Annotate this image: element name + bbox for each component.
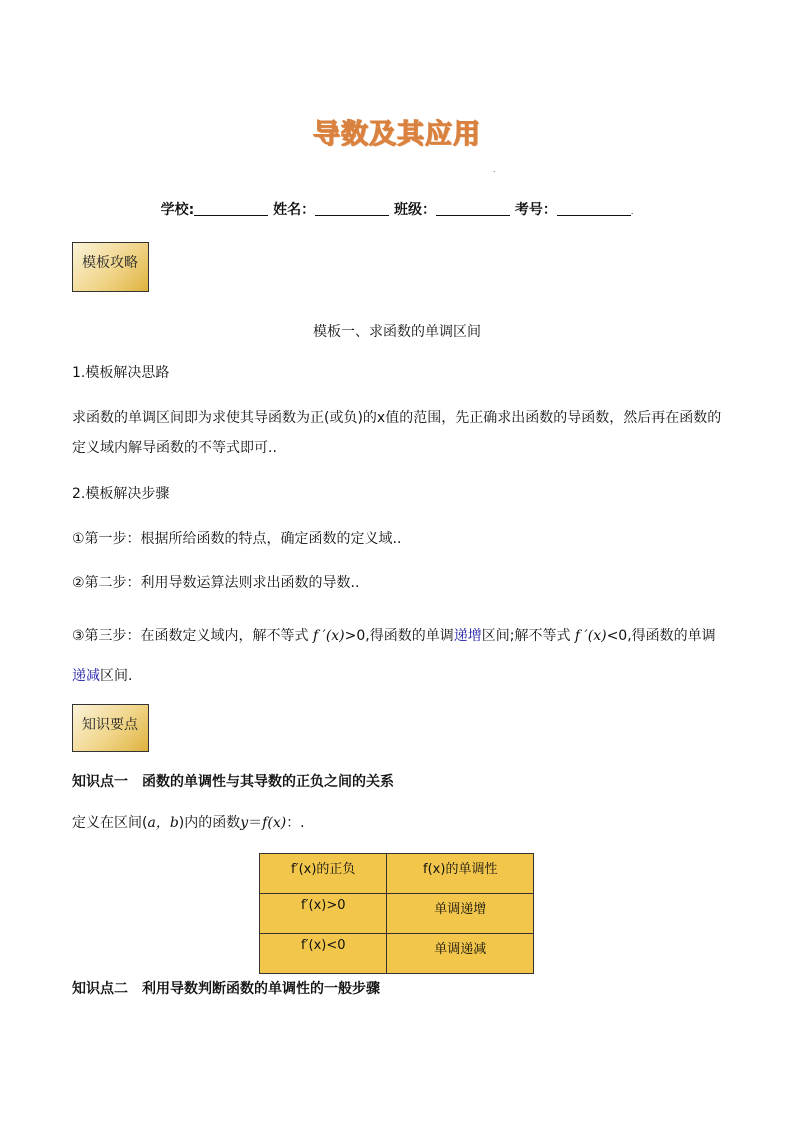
class-label: 班级： [393, 202, 436, 218]
name-blank[interactable] [315, 201, 389, 216]
def-text-a: 定义在区间( [72, 815, 148, 831]
class-blank[interactable] [436, 201, 510, 216]
step3-decreasing: 递减 [72, 668, 100, 684]
student-info-line [0, 199, 794, 219]
monotonicity-table [259, 853, 534, 974]
table-cell: 单调递减 [387, 934, 534, 974]
step-2: ②第二步：利用导数运算法则求出函数的导数.. [72, 575, 360, 591]
def-text-c: ：. [286, 815, 305, 831]
table-header-cell: f(x)的单调性 [387, 854, 534, 894]
step3-text-a: ③第三步：在函数定义域内，解不等式 [72, 628, 309, 644]
step3-text-c: 区间;解不等式 [481, 628, 571, 644]
table-row [260, 894, 534, 934]
step-3 [72, 616, 727, 696]
table-cell: 单调递增 [387, 894, 534, 934]
exam-no-label: 考号： [514, 202, 557, 218]
def-y: y [240, 815, 249, 831]
def-f: f [262, 815, 268, 831]
table-row [260, 934, 534, 974]
step3-increasing: 递增 [453, 628, 482, 644]
heading-steps: 2.模板解决步骤 [72, 486, 170, 502]
step3-derivative-1: f ′(x) [313, 628, 345, 644]
table-cell: f′(x)>0 [260, 894, 387, 934]
def-interval: a，b [147, 815, 179, 831]
knowledge-point-1: 知识点一 函数的单调性与其导数的正负之间的关系 [72, 774, 394, 790]
template-strategy-box: 模板攻略 [72, 242, 149, 292]
knowledge-point-2: 知识点二 利用导数判断函数的单调性的一般步骤 [72, 981, 380, 997]
title-dot: . [493, 165, 496, 174]
page-title: 导数及其应用 [313, 119, 481, 150]
def-text-b: )内的函数 [178, 815, 241, 831]
step3-text-d: <0,得函数的单调 [606, 628, 716, 644]
key-points-box: 知识要点 [72, 704, 149, 752]
info-tail: . [630, 207, 634, 216]
school-blank[interactable] [194, 201, 268, 216]
step3-text-e: 区间. [100, 668, 133, 684]
table-header-cell: f′(x)的正负 [260, 854, 387, 894]
step3-derivative-2: f ′(x) [574, 628, 607, 644]
section-title: 模板一、求函数的单调区间 [313, 324, 481, 340]
exam-no-blank[interactable] [557, 201, 631, 216]
heading-approach: 1.模板解决思路 [72, 365, 170, 381]
school-label: 学校: [160, 202, 195, 218]
step-1: ①第一步：根据所给函数的特点，确定函数的定义域.. [72, 531, 402, 547]
def-x: (x) [267, 815, 287, 831]
step3-text-b: >0,得函数的单调 [344, 628, 454, 644]
approach-paragraph: 求函数的单调区间即为求使其导函数为正(或负)的x值的范围，先正确求出函数的导函数，然后再在函数的定义域内解导函数的不等式即可.. [72, 410, 722, 456]
def-eq: ＝ [248, 815, 263, 831]
definition-line [72, 808, 727, 838]
name-label: 姓名： [273, 202, 316, 218]
table-cell: f′(x)<0 [260, 934, 387, 974]
table-header-row [260, 854, 534, 894]
